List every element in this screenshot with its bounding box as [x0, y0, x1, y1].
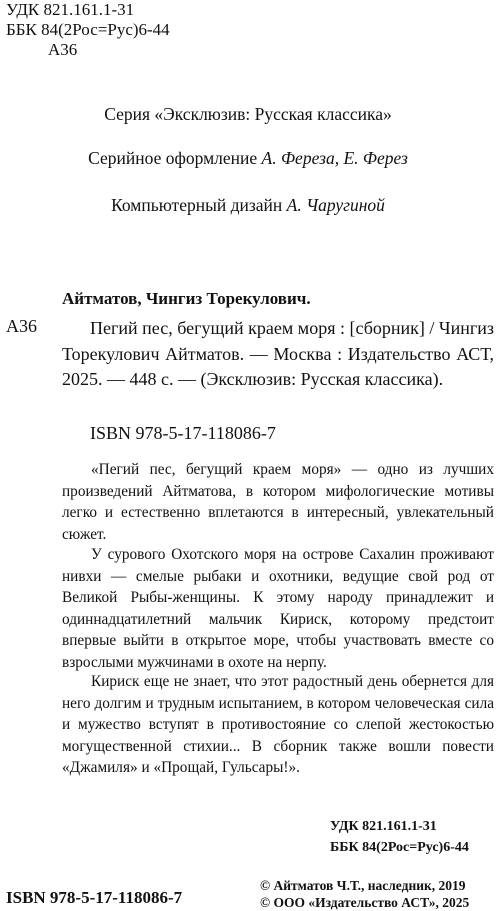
udk-code: УДК 821.161.1-31	[6, 0, 135, 19]
annotation-paragraph-3: Кириск еще не знает, что этот радостный день обернется для него долгим и трудным испытанием, в котором человеческая сила и мужество вступят в противостояние со слепой жестокостью могущественной стихии... В сборник также вошли повести «Джамиля» и «Прощай, Гульсары!».	[62, 673, 494, 776]
footer-isbn: ISBN 978-5-17-118086-7	[6, 888, 183, 907]
udk-header	[6, 0, 170, 60]
annotation-paragraph-1: «Пегий пес, бегущий краем моря» — одно из лучших произведений Айтматова, в котором мифологические мотивы легко и естественно вплетаются в интересный, увлекательный сюжет.	[62, 461, 494, 543]
footer-udk: УДК 821.161.1-31	[330, 819, 437, 834]
comp-prefix: Компьютерный дизайн	[111, 195, 287, 215]
record-author: Айтматов, Чингиз Торекулович.	[62, 289, 311, 308]
copyright-author: © Айтматов Ч.Т., наследник, 2019	[260, 878, 466, 893]
design-prefix: Серийное оформление	[88, 148, 262, 168]
design-line	[0, 148, 496, 169]
copyright-publisher: © ООО «Издательство АСТ», 2025	[260, 895, 470, 910]
author-mark: А36	[48, 40, 78, 59]
record-bibliographic: Пегий пес, бегущий краем моря : [сборник] / Чингиз Торекулович Айтматов. — Москва : Издательство АСТ, 2025. — 448 с. — (Эксклюзив: Русская классика).	[62, 318, 494, 389]
record-isbn: ISBN 978-5-17-118086-7	[90, 423, 276, 443]
design-names: А. Фереза, Е. Ферез	[261, 148, 408, 168]
annotation-paragraph-2: У сурового Охотского моря на острове Сахалин проживают нивхи — смелые рыбаки и охотники, ведущие свой род от Великой Рыбы-женщины. К этому народу принадлежит и одиннадцатилетний мальчик Кириск, которому предстоит впервые выйти в открытое море, чтобы участвовать вместе со взрослыми мужчинами в охоте на нерпу.	[62, 546, 494, 671]
series-line: Серия «Эксклюзив: Русская классика»	[104, 104, 392, 124]
comp-name: А. Чаругиной	[286, 195, 385, 215]
computer-design-line	[0, 195, 496, 216]
footer-bbk: ББК 84(2Рос=Рус)6-44	[330, 840, 469, 855]
bbk-code: ББК 84(2Рос=Рус)6-44	[6, 20, 170, 39]
record-code: А36	[6, 316, 37, 336]
